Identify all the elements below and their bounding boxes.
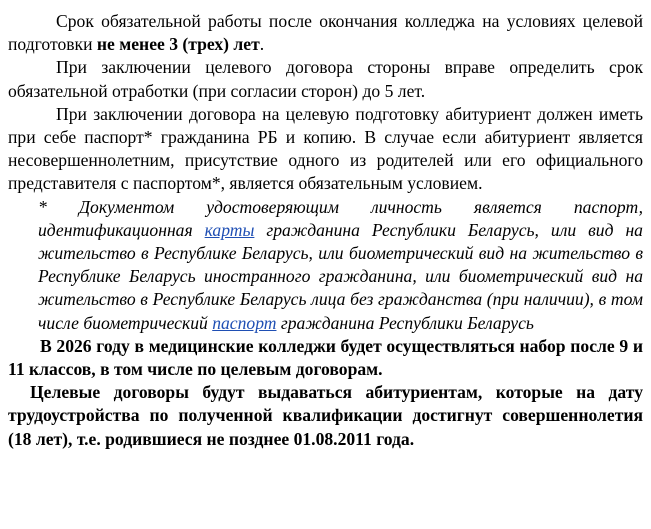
id-card-link[interactable]: карты	[204, 219, 255, 240]
passport-link[interactable]: паспорт	[212, 312, 277, 333]
paragraph-passport-requirement: При заключении договора на целевую подготовку абитуриент должен иметь при себе паспорт* гражданина РБ и копию. В случае если абитуриент является несовершеннолетним, присутствие одного из родителей или его официального представителя с паспортом*, является обязательным условием.	[8, 103, 643, 194]
paragraph-work-term	[8, 10, 643, 56]
paragraph-admission-2026: В 2026 году в медицинские колледжи будет осуществляться набор после 9 и 11 классов, в том числе по целевым договорам.	[8, 335, 643, 380]
footnote-text-1: * Документом удостоверяющим личность является паспорт, идентификационная	[38, 196, 643, 240]
work-term-end: .	[259, 34, 265, 55]
work-term-bold: не менее 3 (трех) лет	[96, 34, 260, 55]
paragraph-contract-term: При заключении целевого договора стороны вправе определить срок обязательной отработки (при согласии сторон) до 5 лет.	[8, 57, 643, 101]
work-term-text: Срок обязательной работы после окончания колледжа на условиях целевой подготовки	[8, 11, 643, 55]
footnote-text-3: гражданина Республики Беларусь	[276, 312, 534, 333]
footnote-identity-documents	[38, 196, 643, 335]
paragraph-contract-eligibility: Целевые договоры будут выдаваться абитуриентам, которые на дату трудоустройства по полученной квалификации достигнут совершеннолетия (18 лет), т.е. родившиеся не позднее 01.08.2011 года.	[8, 382, 643, 449]
footnote-text-2: гражданина Республики Беларусь, или вид на жительство в Республике Беларусь, или биометрический вид на жительство в Республике Беларусь иностранного гражданина, или биометрический вид на жительство в Республике Беларусь лица без гражданства (при наличии), в том числе биометрический	[38, 219, 643, 333]
